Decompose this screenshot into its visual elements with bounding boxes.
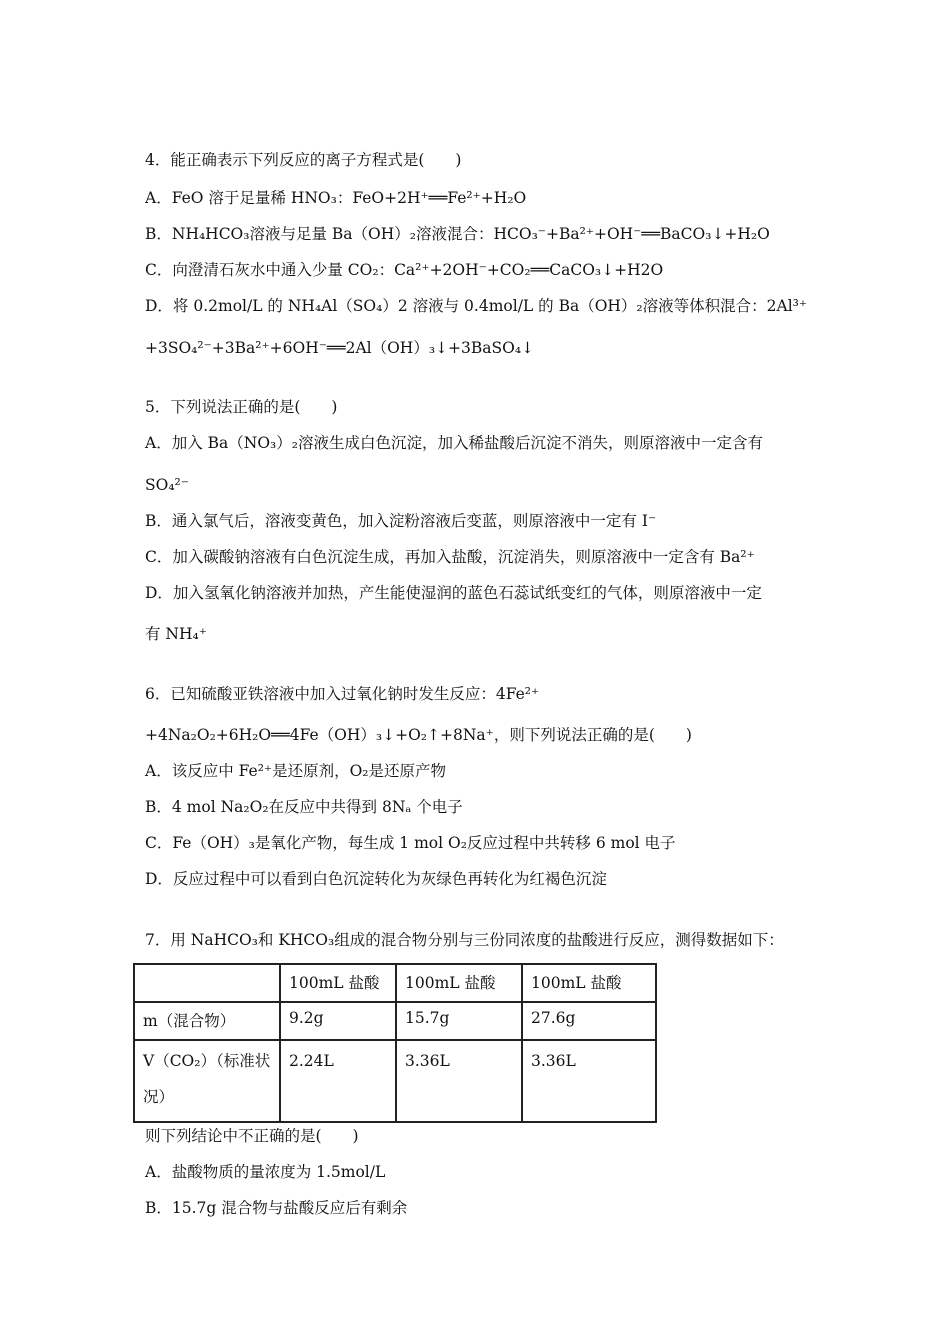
table-header-row xyxy=(134,964,656,1002)
data-table xyxy=(133,963,657,1123)
table-cell: V（CO₂）（标准状况） xyxy=(134,1040,280,1122)
table-cell: 100mL 盐酸 xyxy=(522,964,656,1002)
table-row xyxy=(134,1040,656,1122)
q6-stem-line2: +4Na₂O₂+6H₂O══4Fe（OH）₃↓+O₂↑+8Na⁺，则下列说法正确的是( ) xyxy=(145,726,692,744)
table-cell: m（混合物） xyxy=(134,1002,280,1040)
q7-option-a: A．盐酸物质的量浓度为 1.5mol/L xyxy=(145,1163,386,1181)
q5-option-d-line2: 有 NH₄⁺ xyxy=(145,625,207,643)
table-cell: 2.24L xyxy=(280,1040,396,1122)
q4-option-a: A．FeO 溶于足量稀 HNO₃：FeO+2H⁺══Fe²⁺+H₂O xyxy=(145,189,527,207)
q4-option-d-line1: D．将 0.2mol/L 的 NH₄Al（SO₄）2 溶液与 0.4mol/L 的 Ba（OH）₂溶液等体积混合：2Al³⁺ xyxy=(145,297,808,315)
q6-option-c: C．Fe（OH）₃是氧化产物，每生成 1 mol O₂反应过程中共转移 6 mol 电子 xyxy=(145,834,676,852)
q5-stem: 5．下列说法正确的是( ) xyxy=(145,398,338,416)
table-cell: 100mL 盐酸 xyxy=(396,964,522,1002)
q6-option-b: B．4 mol Na₂O₂在反应中共得到 8Nₐ 个电子 xyxy=(145,798,463,816)
q5-option-a-line2: SO₄²⁻ xyxy=(145,476,189,494)
q4-option-c: C．向澄清石灰水中通入少量 CO₂：Ca²⁺+2OH⁻+CO₂══CaCO₃↓+H2O xyxy=(145,261,664,279)
q7-after-table: 则下列结论中不正确的是( ) xyxy=(145,1127,359,1145)
table-cell: 3.36L xyxy=(396,1040,522,1122)
q5-option-d-line1: D．加入氢氧化钠溶液并加热，产生能使湿润的蓝色石蕊试纸变红的气体，则原溶液中一定 xyxy=(145,584,762,602)
q5-option-a-line1: A．加入 Ba（NO₃）₂溶液生成白色沉淀，加入稀盐酸后沉淀不消失，则原溶液中一定含有 xyxy=(145,434,763,452)
q6-stem-line1: 6．已知硫酸亚铁溶液中加入过氧化钠时发生反应：4Fe²⁺ xyxy=(145,685,540,703)
table-cell: 9.2g xyxy=(280,1002,396,1040)
table-cell xyxy=(134,964,280,1002)
q5-option-b: B．通入氯气后，溶液变黄色，加入淀粉溶液后变蓝，则原溶液中一定有 I⁻ xyxy=(145,512,657,530)
q6-option-d: D．反应过程中可以看到白色沉淀转化为灰绿色再转化为红褐色沉淀 xyxy=(145,870,607,888)
table-cell: 15.7g xyxy=(396,1002,522,1040)
q4-option-d-line2: +3SO₄²⁻+3Ba²⁺+6OH⁻══2Al（OH）₃↓+3BaSO₄↓ xyxy=(145,339,535,357)
q5-option-c: C．加入碳酸钠溶液有白色沉淀生成，再加入盐酸，沉淀消失，则原溶液中一定含有 Ba²⁺ xyxy=(145,548,755,566)
table-cell: 3.36L xyxy=(522,1040,656,1122)
q4-stem: 4．能正确表示下列反应的离子方程式是( ) xyxy=(145,151,462,169)
table-row xyxy=(134,1002,656,1040)
table-cell: 100mL 盐酸 xyxy=(280,964,396,1002)
table-cell: 27.6g xyxy=(522,1002,656,1040)
q7-option-b: B．15.7g 混合物与盐酸反应后有剩余 xyxy=(145,1199,408,1217)
q7-stem: 7．用 NaHCO₃和 KHCO₃组成的混合物分别与三份同浓度的盐酸进行反应，测得数据如下： xyxy=(145,931,784,949)
q4-option-b: B．NH₄HCO₃溶液与足量 Ba（OH）₂溶液混合：HCO₃⁻+Ba²⁺+OH⁻══BaCO₃↓+H₂O xyxy=(145,225,770,243)
q6-option-a: A．该反应中 Fe²⁺是还原剂，O₂是还原产物 xyxy=(145,762,447,780)
